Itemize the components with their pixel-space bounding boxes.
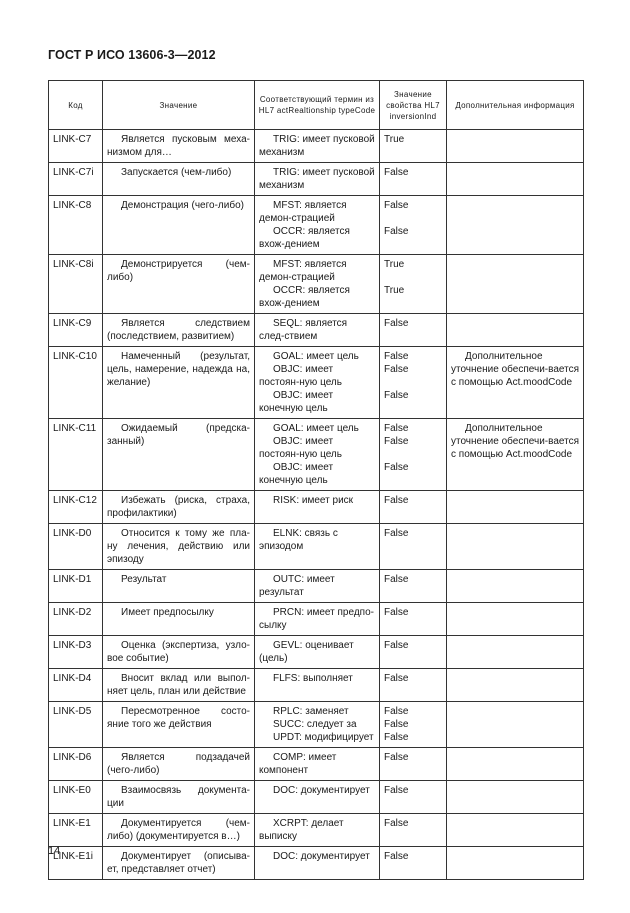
inversion-value: False	[384, 607, 409, 618]
hl7-term: OBJC: имеет конечную цель	[259, 462, 334, 486]
hl7-term: OBJC: имеет постоян-ную цель	[259, 436, 342, 460]
cell-meaning	[103, 781, 255, 814]
inversion-value: False	[384, 200, 409, 211]
cell-code: LINK-D2	[49, 603, 103, 636]
cell-inversion	[380, 419, 447, 491]
hl7-term: FLFS: выполняет	[273, 673, 353, 684]
inversion-value: False	[384, 423, 409, 434]
table-header-row	[49, 81, 584, 130]
info-text: Дополнительное уточнение обеспечи-вается с помощью Act.moodCode	[451, 423, 579, 460]
meaning-text: Оценка (экспертиза, узло-вое событие)	[107, 640, 250, 664]
inversion-value: False	[384, 226, 409, 237]
hl7-term: PRCN: имеет предпо-сылку	[259, 607, 374, 631]
inversion-value: False	[384, 462, 409, 473]
table-row	[49, 196, 584, 255]
meaning-text: Вносит вклад или выпол-няет цель, план или действие	[107, 673, 250, 697]
cell-inversion	[380, 669, 447, 702]
cell-info	[447, 163, 584, 196]
table-row	[49, 570, 584, 603]
column-header-info: Дополнительная информация	[447, 81, 584, 130]
cell-inversion	[380, 636, 447, 669]
cell-inversion	[380, 347, 447, 419]
cell-code: LINK-D0	[49, 524, 103, 570]
page-number: 14	[48, 845, 61, 857]
cell-hl7-terms	[255, 702, 380, 748]
cell-meaning	[103, 636, 255, 669]
cell-meaning	[103, 669, 255, 702]
inversion-value: False	[384, 495, 409, 506]
hl7-term: OCCR: является вхож-дением	[259, 285, 350, 309]
inversion-value: False	[384, 318, 409, 329]
cell-info	[447, 347, 584, 419]
inversion-value: False	[384, 673, 409, 684]
cell-meaning	[103, 314, 255, 347]
cell-info	[447, 255, 584, 314]
hl7-term: SEQL: является след-ствием	[259, 318, 348, 342]
column-header-inversion: Значение свойства HL7 inversionInd	[380, 81, 447, 130]
inversion-value: False	[384, 752, 409, 763]
cell-info	[447, 636, 584, 669]
table-row	[49, 669, 584, 702]
cell-inversion	[380, 491, 447, 524]
inversion-value: False	[384, 706, 409, 717]
meaning-text: Является пусковым меха-низмом для…	[107, 134, 250, 158]
cell-code: LINK-C11	[49, 419, 103, 491]
hl7-term: MFST: является демон-страцией	[259, 259, 347, 283]
cell-hl7-terms	[255, 491, 380, 524]
inversion-value: False	[384, 390, 409, 401]
hl7-term: OCCR: является вхож-дением	[259, 226, 350, 250]
table-row	[49, 491, 584, 524]
cell-info	[447, 314, 584, 347]
cell-meaning	[103, 814, 255, 847]
inversion-value: False	[384, 574, 409, 585]
cell-meaning	[103, 847, 255, 880]
inversion-value: True	[384, 134, 405, 145]
cell-code: LINK-C7	[49, 130, 103, 163]
meaning-text: Запускается (чем-либо)	[121, 167, 232, 178]
hl7-term: UPDT: модифицирует	[273, 732, 374, 743]
inversion-value: False	[384, 167, 409, 178]
link-codes-table	[48, 80, 584, 880]
cell-hl7-terms	[255, 781, 380, 814]
column-header-code: Код	[49, 81, 103, 130]
cell-info	[447, 603, 584, 636]
cell-meaning	[103, 130, 255, 163]
inversion-value: False	[384, 640, 409, 651]
cell-hl7-terms	[255, 347, 380, 419]
meaning-text: Является следствием (последствием, развитием)	[107, 318, 250, 342]
cell-inversion	[380, 163, 447, 196]
inversion-value: False	[384, 528, 409, 539]
inversion-value: False	[384, 351, 409, 362]
cell-meaning	[103, 491, 255, 524]
cell-inversion	[380, 748, 447, 781]
table-row	[49, 314, 584, 347]
cell-info	[447, 847, 584, 880]
cell-info	[447, 814, 584, 847]
cell-meaning	[103, 419, 255, 491]
cell-meaning	[103, 524, 255, 570]
cell-code: LINK-C7i	[49, 163, 103, 196]
meaning-text: Документирует (описыва-ет, представляет отчет)	[107, 851, 250, 875]
hl7-term: RPLC: заменяет	[273, 706, 349, 717]
table-row	[49, 636, 584, 669]
cell-meaning	[103, 255, 255, 314]
cell-info	[447, 669, 584, 702]
hl7-term: DOC: документирует	[273, 785, 370, 796]
cell-hl7-terms	[255, 603, 380, 636]
table-row	[49, 347, 584, 419]
column-header-meaning: Значение	[103, 81, 255, 130]
cell-code: LINK-E0	[49, 781, 103, 814]
cell-code: LINK-D5	[49, 702, 103, 748]
inversion-value: False	[384, 785, 409, 796]
cell-code: LINK-C9	[49, 314, 103, 347]
hl7-term: COMP: имеет компонент	[259, 752, 337, 776]
inversion-value: False	[384, 851, 409, 862]
table-row	[49, 603, 584, 636]
cell-inversion	[380, 781, 447, 814]
table-row	[49, 255, 584, 314]
inversion-value: False	[384, 732, 409, 743]
meaning-text: Демонстрируется (чем-либо)	[107, 259, 250, 283]
meaning-text: Пересмотренное состо-яние того же действия	[107, 706, 250, 730]
cell-code: LINK-D1	[49, 570, 103, 603]
table-row	[49, 524, 584, 570]
cell-hl7-terms	[255, 669, 380, 702]
cell-meaning	[103, 163, 255, 196]
inversion-value: False	[384, 818, 409, 829]
hl7-term: TRIG: имеет пусковой механизм	[259, 134, 375, 158]
cell-hl7-terms	[255, 524, 380, 570]
table-row	[49, 781, 584, 814]
inversion-value: False	[384, 719, 409, 730]
hl7-term: MFST: является демон-страцией	[259, 200, 347, 224]
cell-code: LINK-E1i	[49, 847, 103, 880]
cell-code: LINK-E1	[49, 814, 103, 847]
inversion-value: False	[384, 436, 409, 447]
cell-meaning	[103, 702, 255, 748]
cell-hl7-terms	[255, 570, 380, 603]
cell-code: LINK-C8	[49, 196, 103, 255]
cell-code: LINK-D3	[49, 636, 103, 669]
hl7-term: GEVL: оценивает (цель)	[259, 640, 354, 664]
cell-info	[447, 570, 584, 603]
hl7-term: GOAL: имеет цель	[273, 351, 359, 362]
cell-inversion	[380, 603, 447, 636]
cell-hl7-terms	[255, 130, 380, 163]
cell-code: LINK-D4	[49, 669, 103, 702]
cell-hl7-terms	[255, 748, 380, 781]
cell-info	[447, 748, 584, 781]
meaning-text: Взаимосвязь документа-ции	[107, 785, 250, 809]
cell-inversion	[380, 196, 447, 255]
table-row	[49, 702, 584, 748]
cell-hl7-terms	[255, 419, 380, 491]
cell-hl7-terms	[255, 163, 380, 196]
cell-info	[447, 196, 584, 255]
cell-meaning	[103, 570, 255, 603]
cell-code: LINK-C10	[49, 347, 103, 419]
table-row	[49, 847, 584, 880]
cell-info	[447, 781, 584, 814]
info-text: Дополнительное уточнение обеспечи-вается с помощью Act.moodCode	[451, 351, 579, 388]
cell-meaning	[103, 347, 255, 419]
hl7-term: TRIG: имеет пусковой механизм	[259, 167, 375, 191]
cell-inversion	[380, 702, 447, 748]
meaning-text: Относится к тому же пла-ну лечения, действию или эпизоду	[107, 528, 250, 565]
hl7-term: RISK: имеет риск	[273, 495, 354, 506]
hl7-term: DOC: документирует	[273, 851, 370, 862]
cell-code: LINK-C8i	[49, 255, 103, 314]
hl7-term: OBJC: имеет конечную цель	[259, 390, 334, 414]
table-row	[49, 748, 584, 781]
cell-info	[447, 524, 584, 570]
hl7-term: OBJC: имеет постоян-ную цель	[259, 364, 342, 388]
hl7-term: ELNK: связь с эпизодом	[259, 528, 338, 552]
inversion-value: False	[384, 364, 409, 375]
cell-hl7-terms	[255, 255, 380, 314]
cell-info	[447, 702, 584, 748]
cell-meaning	[103, 603, 255, 636]
document-header: ГОСТ Р ИСО 13606-3—2012	[48, 48, 216, 62]
cell-hl7-terms	[255, 814, 380, 847]
column-header-hl7-term: Соответствующий термин из HL7 actRealtionship typeCode	[255, 81, 380, 130]
meaning-text: Избежать (риска, страха, профилактики)	[107, 495, 250, 519]
table-row	[49, 163, 584, 196]
inversion-value: True	[384, 259, 405, 270]
cell-info	[447, 130, 584, 163]
hl7-term: OUTC: имеет результат	[259, 574, 335, 598]
cell-inversion	[380, 255, 447, 314]
cell-meaning	[103, 748, 255, 781]
hl7-term: XCRPT: делает выписку	[259, 818, 344, 842]
table-row	[49, 419, 584, 491]
cell-code: LINK-D6	[49, 748, 103, 781]
cell-hl7-terms	[255, 314, 380, 347]
meaning-text: Результат	[121, 574, 167, 585]
cell-hl7-terms	[255, 196, 380, 255]
cell-hl7-terms	[255, 847, 380, 880]
table-row	[49, 814, 584, 847]
cell-inversion	[380, 524, 447, 570]
cell-inversion	[380, 847, 447, 880]
table-row	[49, 130, 584, 163]
cell-info	[447, 491, 584, 524]
meaning-text: Документируется (чем-либо) (документируется в…)	[107, 818, 250, 842]
meaning-text: Намеченный (результат, цель, намерение, надежда на, желание)	[107, 351, 250, 388]
meaning-text: Имеет предпосылку	[121, 607, 214, 618]
inversion-value: True	[384, 285, 405, 296]
table-body	[49, 130, 584, 880]
cell-meaning	[103, 196, 255, 255]
cell-code: LINK-C12	[49, 491, 103, 524]
hl7-term: SUCC: следует за	[273, 719, 357, 730]
cell-info	[447, 419, 584, 491]
meaning-text: Ожидаемый (предска-занный)	[107, 423, 250, 447]
cell-inversion	[380, 314, 447, 347]
meaning-text: Демонстрация (чего-либо)	[121, 200, 244, 211]
cell-inversion	[380, 570, 447, 603]
cell-hl7-terms	[255, 636, 380, 669]
meaning-text: Является подзадачей (чего-либо)	[107, 752, 250, 776]
cell-inversion	[380, 814, 447, 847]
hl7-term: GOAL: имеет цель	[273, 423, 359, 434]
cell-inversion	[380, 130, 447, 163]
